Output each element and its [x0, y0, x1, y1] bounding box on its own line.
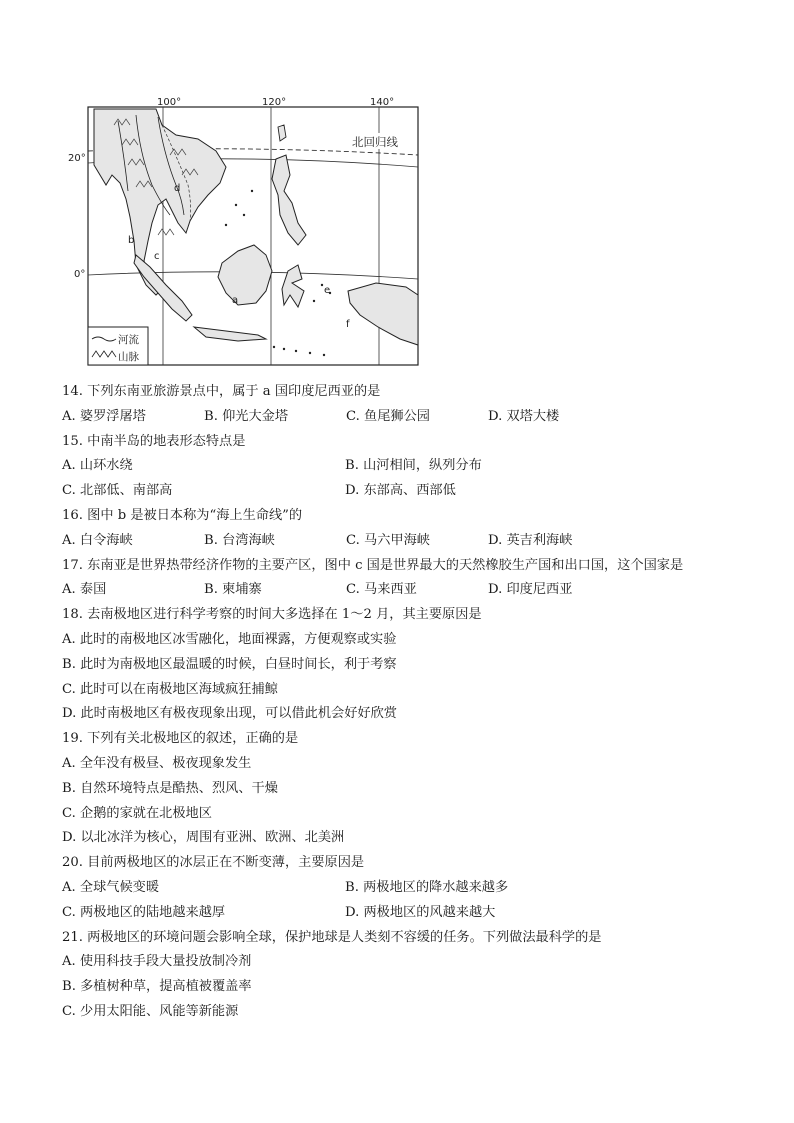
option-d: D. 英吉利海峡: [488, 532, 573, 548]
option-a: A. 婆罗浮屠塔: [62, 408, 146, 424]
option-a: A. 泰国: [62, 582, 107, 598]
option-b: B. 山河相间，纵列分布: [345, 458, 482, 474]
option-b: B. 多植树种草，提高植被覆盖率: [62, 979, 252, 995]
map-label-a: a: [232, 295, 239, 306]
lon-label-120: 120°: [262, 97, 287, 108]
option-a: A. 此时的南极地区冰雪融化，地面裸露，方便观察或实验: [62, 631, 397, 647]
option-c: C. 北部低、南部高: [62, 483, 173, 499]
map-figure: [66, 95, 426, 369]
question-19: [62, 727, 742, 851]
question-21: [62, 926, 742, 1025]
option-c: C. 两极地区的陆地越来越厚: [62, 904, 226, 920]
option-d: D. 双塔大楼: [488, 408, 560, 424]
question-14: [62, 380, 742, 430]
option-a: A. 使用科技手段大量投放制冷剂: [62, 954, 252, 970]
question-stem: 17. 东南亚是世界热带经济作物的主要产区，图中 c 国是世界最大的天然橡胶生产国和出口国，这个国家是: [62, 557, 684, 573]
tropic-of-cancer-label: 北回归线: [352, 135, 398, 149]
option-b: B. 柬埔寨: [204, 582, 262, 598]
options-row: [62, 405, 742, 430]
lat-label-0: 0°: [74, 269, 86, 280]
question-stem: 19. 下列有关北极地区的叙述，正确的是: [62, 731, 299, 747]
option-c: C. 此时可以在南极地区海域疯狂捕鲸: [62, 681, 278, 697]
options-row: [62, 529, 742, 554]
question-stem: 21. 两极地区的环境问题会影响全球，保护地球是人类刻不容缓的任务。下列做法最科学的是: [62, 929, 602, 945]
map-label-d: d: [174, 183, 181, 194]
lon-label-100: 100°: [157, 97, 182, 108]
option-c: C. 鱼尾狮公园: [346, 408, 430, 424]
option-b: B. 此时为南极地区最温暖的时候，白昼时间长，利于考察: [62, 656, 397, 672]
question-stem: 16. 图中 b 是被日本称为“海上生命线”的: [62, 507, 303, 523]
lon-label-140: 140°: [370, 97, 395, 108]
option-c: C. 少用太阳能、风能等新能源: [62, 1003, 239, 1019]
question-18: [62, 603, 742, 727]
options-row: [62, 578, 742, 603]
option-b: B. 两极地区的降水越来越多: [345, 879, 509, 895]
question-list: [62, 380, 742, 1025]
option-d: D. 此时南极地区有极夜现象出现，可以借此机会好好欣赏: [62, 706, 397, 722]
question-16: [62, 504, 742, 554]
question-stem: 14. 下列东南亚旅游景点中，属于 a 国印度尼西亚的是: [62, 384, 381, 399]
option-d: D. 以北冰洋为核心，周围有亚洲、欧洲、北美洲: [62, 830, 345, 846]
option-b: B. 台湾海峡: [204, 532, 275, 548]
question-stem: 15. 中南半岛的地表形态特点是: [62, 433, 246, 449]
option-d: D. 东部高、西部低: [345, 483, 456, 499]
question-stem: 18. 去南极地区进行科学考察的时间大多选择在 1～2 月，其主要原因是: [62, 607, 482, 623]
options-row: [62, 876, 742, 901]
southeast-asia-map: [66, 95, 426, 369]
lat-label-20: 20°: [68, 153, 86, 164]
option-d: D. 两极地区的风越来越大: [345, 904, 496, 920]
option-d: D. 印度尼西亚: [488, 582, 573, 598]
question-15: [62, 430, 742, 504]
option-c: C. 马来西亚: [346, 582, 417, 598]
options-row: [62, 479, 742, 504]
options-row: [62, 454, 742, 479]
map-label-e: e: [324, 285, 331, 296]
question-17: [62, 554, 742, 604]
option-a: A. 全球气候变暖: [62, 879, 160, 895]
option-a: A. 山环水绕: [62, 458, 133, 474]
map-label-f: f: [346, 319, 350, 330]
option-a: A. 白令海峡: [62, 532, 133, 548]
options-row: [62, 901, 742, 926]
option-c: C. 企鹅的家就在北极地区: [62, 805, 212, 821]
map-label-b: b: [128, 235, 135, 246]
legend-river-label: 河流: [118, 334, 139, 346]
map-label-c: c: [154, 251, 160, 262]
legend-mountain-label: 山脉: [118, 351, 139, 363]
option-c: C. 马六甲海峡: [346, 532, 430, 548]
question-20: [62, 851, 742, 925]
question-stem: 20. 目前两极地区的冰层正在不断变薄，主要原因是: [62, 855, 365, 871]
option-a: A. 全年没有极昼、极夜现象发生: [62, 755, 252, 771]
option-b: B. 仰光大金塔: [204, 408, 289, 424]
option-b: B. 自然环境特点是酷热、烈风、干燥: [62, 780, 278, 796]
